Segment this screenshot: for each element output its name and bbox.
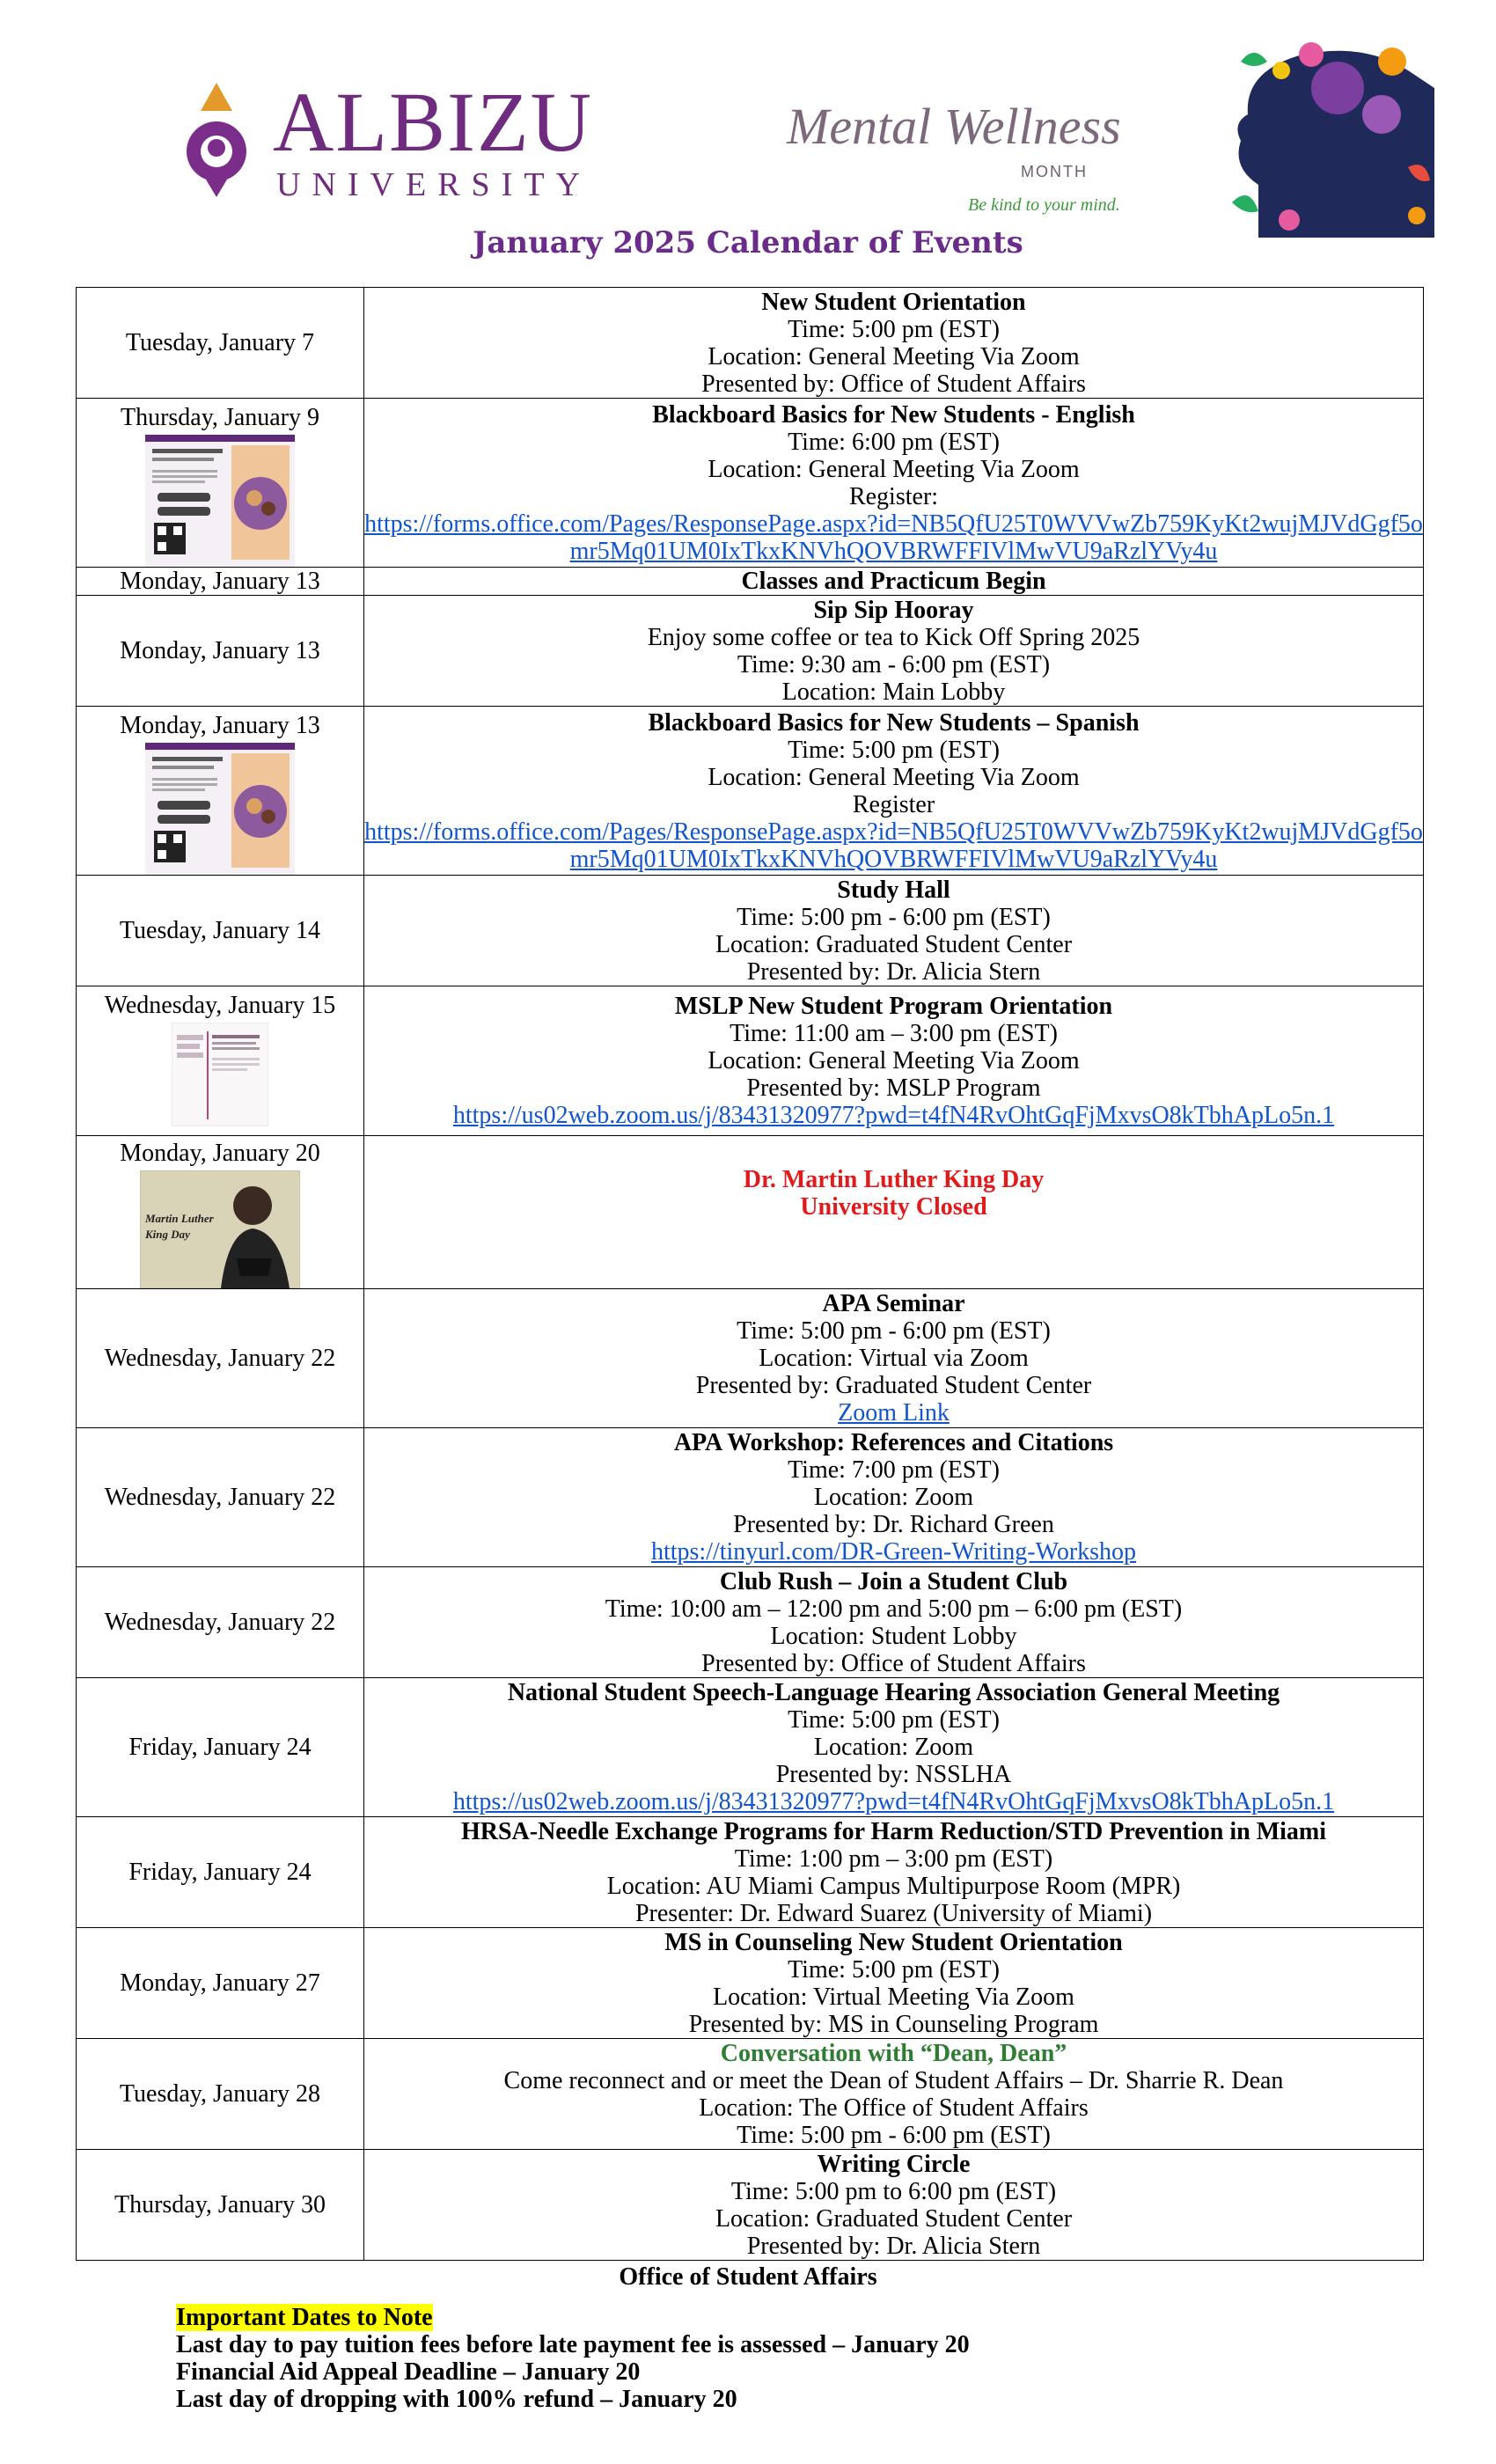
event-date: Tuesday, January 7 [77, 288, 364, 399]
table-row [77, 568, 1424, 596]
registration-link[interactable]: https://forms.office.com/Pages/ResponsePage.aspx?id=NB5QfU25T0WVVwZb759KyKt2wujMJVdGgf5omr5Mq01UM0IxTkxKNVhQOVBRWFFIVlMwVU9aRzlYVy4u [364, 818, 1423, 873]
table-row [77, 288, 1424, 399]
event-title: Study Hall [837, 876, 950, 904]
university-closed-notice: University Closed [800, 1193, 987, 1221]
event-time: Time: 7:00 pm (EST) [788, 1456, 1000, 1484]
blackboard-flyer-thumbnail-icon [145, 743, 295, 875]
event-time: Time: 5:00 pm (EST) [788, 1706, 1000, 1734]
event-presenter: Presented by: Dr. Richard Green [733, 1511, 1054, 1538]
event-details [364, 707, 1424, 876]
albizu-emblem-icon [174, 77, 259, 201]
registration-link[interactable]: https://forms.office.com/Pages/ResponsePage.aspx?id=NB5QfU25T0WVVwZb759KyKt2wujMJVdGgf5omr5Mq01UM0IxTkxKNVhQOVBRWFFIVlMwVU9aRzlYVy4u [364, 510, 1423, 565]
event-time: Time: 5:00 pm (EST) [788, 1955, 1000, 1984]
event-location: Location: Student Lobby [770, 1622, 1017, 1650]
event-title: New Student Orientation [761, 288, 1026, 316]
register-label: Register [852, 790, 935, 818]
event-location: Location: General Meeting Via Zoom [708, 455, 1080, 483]
event-date: Friday, January 24 [77, 1678, 364, 1817]
important-dates [176, 2304, 970, 2413]
event-details [364, 2150, 1424, 2261]
mslp-flyer-thumbnail-icon [172, 1023, 268, 1126]
event-details [364, 876, 1424, 986]
table-row [77, 986, 1424, 1136]
event-location: Location: General Meeting Via Zoom [708, 763, 1080, 791]
event-details [364, 1428, 1424, 1567]
important-date-item: Last day of dropping with 100% refund – January 20 [176, 2386, 737, 2413]
albizu-logo [174, 77, 632, 209]
event-presenter: Presented by: MSLP Program [746, 1074, 1041, 1102]
event-date: Wednesday, January 22 [77, 1428, 364, 1567]
event-date: Friday, January 24 [77, 1817, 364, 1928]
event-time: Time: 5:00 pm - 6:00 pm (EST) [737, 1317, 1051, 1345]
office-of-student-affairs: Office of Student Affairs [619, 2263, 877, 2291]
event-description: Enjoy some coffee or tea to Kick Off Spring 2025 [647, 623, 1140, 651]
workshop-link[interactable]: https://tinyurl.com/DR-Green-Writing-Workshop [650, 1538, 1137, 1566]
mlk-day-thumbnail [140, 1170, 300, 1288]
event-date: Monday, January 13 [120, 712, 320, 739]
event-time: Time: 6:00 pm (EST) [788, 428, 1000, 456]
table-row [77, 596, 1424, 707]
wellness-title: Mental Wellness [787, 98, 1121, 155]
wellness-tagline: Be kind to your mind. [968, 195, 1120, 215]
event-details [364, 2039, 1424, 2150]
event-date: Wednesday, January 22 [77, 1567, 364, 1678]
event-presenter: Presented by: Dr. Alicia Stern [746, 957, 1041, 986]
event-date-cell [77, 986, 364, 1136]
event-title: HRSA-Needle Exchange Programs for Harm Reduction/STD Prevention in Miami [460, 1817, 1327, 1845]
event-title: Club Rush – Join a Student Club [719, 1567, 1068, 1595]
event-details [364, 596, 1424, 707]
events-table [76, 287, 1424, 2261]
event-date-cell [77, 1136, 364, 1289]
event-time: Time: 10:00 am – 12:00 pm and 5:00 pm – 6:00 pm (EST) [605, 1595, 1183, 1623]
event-time: Time: 5:00 pm (EST) [788, 315, 1000, 343]
event-date: Monday, January 13 [77, 568, 364, 596]
event-presenter: Presented by: Office of Student Affairs [701, 370, 1086, 398]
event-location: Location: Graduated Student Center [715, 2204, 1073, 2233]
event-details [364, 986, 1424, 1136]
table-row [77, 1928, 1424, 2039]
event-date: Tuesday, January 14 [77, 876, 364, 986]
event-time: Time: 5:00 pm - 6:00 pm (EST) [737, 2121, 1051, 2149]
important-date-item: Financial Aid Appeal Deadline – January 20 [176, 2358, 641, 2386]
event-details [364, 1678, 1424, 1817]
zoom-link[interactable]: Zoom Link [838, 1399, 950, 1426]
event-title: Sip Sip Hooray [813, 596, 974, 624]
event-location: Location: General Meeting Via Zoom [708, 342, 1080, 370]
event-time: Time: 5:00 pm (EST) [788, 736, 1000, 764]
wellness-month: MONTH [1021, 163, 1088, 180]
event-details [364, 1567, 1424, 1678]
event-location: Location: Zoom [813, 1484, 974, 1511]
event-location: Location: Zoom [813, 1734, 974, 1761]
event-date-cell [77, 707, 364, 876]
event-details [364, 1136, 1424, 1289]
event-date: Thursday, January 9 [120, 404, 319, 431]
event-date: Wednesday, January 22 [77, 1289, 364, 1428]
table-row [77, 1289, 1424, 1428]
event-location: Location: AU Miami Campus Multipurpose Room (MPR) [606, 1872, 1181, 1900]
table-row [77, 707, 1424, 876]
event-details [364, 1928, 1424, 2039]
table-row [77, 399, 1424, 568]
important-dates-heading: Important Dates to Note [176, 2304, 433, 2331]
event-location: Location: The Office of Student Affairs [699, 2094, 1089, 2122]
register-label: Register: [848, 482, 939, 510]
event-title: APA Workshop: References and Citations [673, 1429, 1114, 1456]
event-title: Blackboard Basics for New Students – Spanish [648, 708, 1140, 737]
event-presenter: Presented by: MS in Counseling Program [688, 2010, 1099, 2038]
event-details [364, 1817, 1424, 1928]
event-presenter: Presented by: Graduated Student Center [695, 1372, 1092, 1399]
head-silhouette-flowers-icon [1206, 35, 1434, 238]
event-details [364, 399, 1424, 568]
table-row [77, 1678, 1424, 1817]
university-name: ALBIZU [273, 75, 593, 169]
event-location: Location: General Meeting Via Zoom [708, 1047, 1080, 1074]
blackboard-flyer-thumbnail-icon [145, 435, 295, 567]
event-title: Classes and Practicum Begin [741, 568, 1046, 595]
table-row [77, 1428, 1424, 1567]
event-date-cell [77, 399, 364, 568]
calendar-title: January 2025 Calendar of Events [473, 225, 1023, 260]
event-date: Monday, January 20 [120, 1140, 320, 1167]
event-details [364, 1289, 1424, 1428]
table-row [77, 876, 1424, 986]
event-title: MS in Counseling New Student Orientation [664, 1928, 1123, 1956]
event-date: Tuesday, January 28 [77, 2039, 364, 2150]
event-time: Time: 1:00 pm – 3:00 pm (EST) [734, 1844, 1053, 1873]
event-location: Location: Virtual Meeting Via Zoom [713, 1983, 1074, 2011]
mental-wellness-banner [783, 35, 1434, 238]
zoom-link[interactable]: https://us02web.zoom.us/j/83431320977?pwd=t4fN4RvOhtGqFjMxvsO8kTbhApLo5n.1 [452, 1102, 1335, 1129]
table-row [77, 1817, 1424, 1928]
event-title: APA Seminar [822, 1290, 965, 1317]
zoom-link[interactable]: https://us02web.zoom.us/j/83431320977?pwd=t4fN4RvOhtGqFjMxvsO8kTbhApLo5n.1 [452, 1788, 1335, 1815]
event-date: Thursday, January 30 [77, 2150, 364, 2261]
event-time: Time: 11:00 am – 3:00 pm (EST) [730, 1020, 1058, 1047]
event-date: Wednesday, January 15 [104, 992, 336, 1019]
table-row [77, 1136, 1424, 1289]
event-location: Location: Graduated Student Center [715, 930, 1073, 958]
table-row [77, 1567, 1424, 1678]
event-details [364, 568, 1424, 596]
event-presenter: Presented by: Office of Student Affairs [701, 1649, 1086, 1677]
event-details [364, 288, 1424, 399]
event-description: Come reconnect and or meet the Dean of Student Affairs – Dr. Sharrie R. Dean [503, 2066, 1284, 2094]
event-title: Writing Circle [817, 2150, 971, 2178]
event-title: MSLP New Student Program Orientation [674, 993, 1113, 1020]
event-title: National Student Speech-Language Hearing Association General Meeting [507, 1679, 1280, 1706]
event-location: Location: Main Lobby [781, 678, 1006, 706]
event-time: Time: 9:30 am - 6:00 pm (EST) [737, 650, 1051, 678]
event-presenter: Presented by: NSSLHA [775, 1761, 1012, 1788]
table-row [77, 2039, 1424, 2150]
event-title: Dr. Martin Luther King Day [743, 1166, 1045, 1193]
university-subtitle: UNIVERSITY [276, 166, 591, 203]
event-location: Location: Virtual via Zoom [759, 1345, 1029, 1372]
event-time: Time: 5:00 pm to 6:00 pm (EST) [730, 2177, 1057, 2205]
event-presenter: Presented by: Dr. Alicia Stern [746, 2232, 1041, 2260]
event-time: Time: 5:00 pm - 6:00 pm (EST) [737, 903, 1051, 931]
event-date: Monday, January 27 [77, 1928, 364, 2039]
event-date: Monday, January 13 [77, 596, 364, 707]
event-title: Blackboard Basics for New Students - English [652, 400, 1135, 429]
table-row [77, 2150, 1424, 2261]
event-title: Conversation with “Dean, Dean” [720, 2039, 1067, 2067]
event-presenter: Presenter: Dr. Edward Suarez (University of Miami) [634, 1899, 1153, 1927]
mlk-thumbnail-caption: Martin Luther King Day [145, 1212, 214, 1241]
important-date-item: Last day to pay tuition fees before late payment fee is assessed – January 20 [176, 2331, 970, 2358]
